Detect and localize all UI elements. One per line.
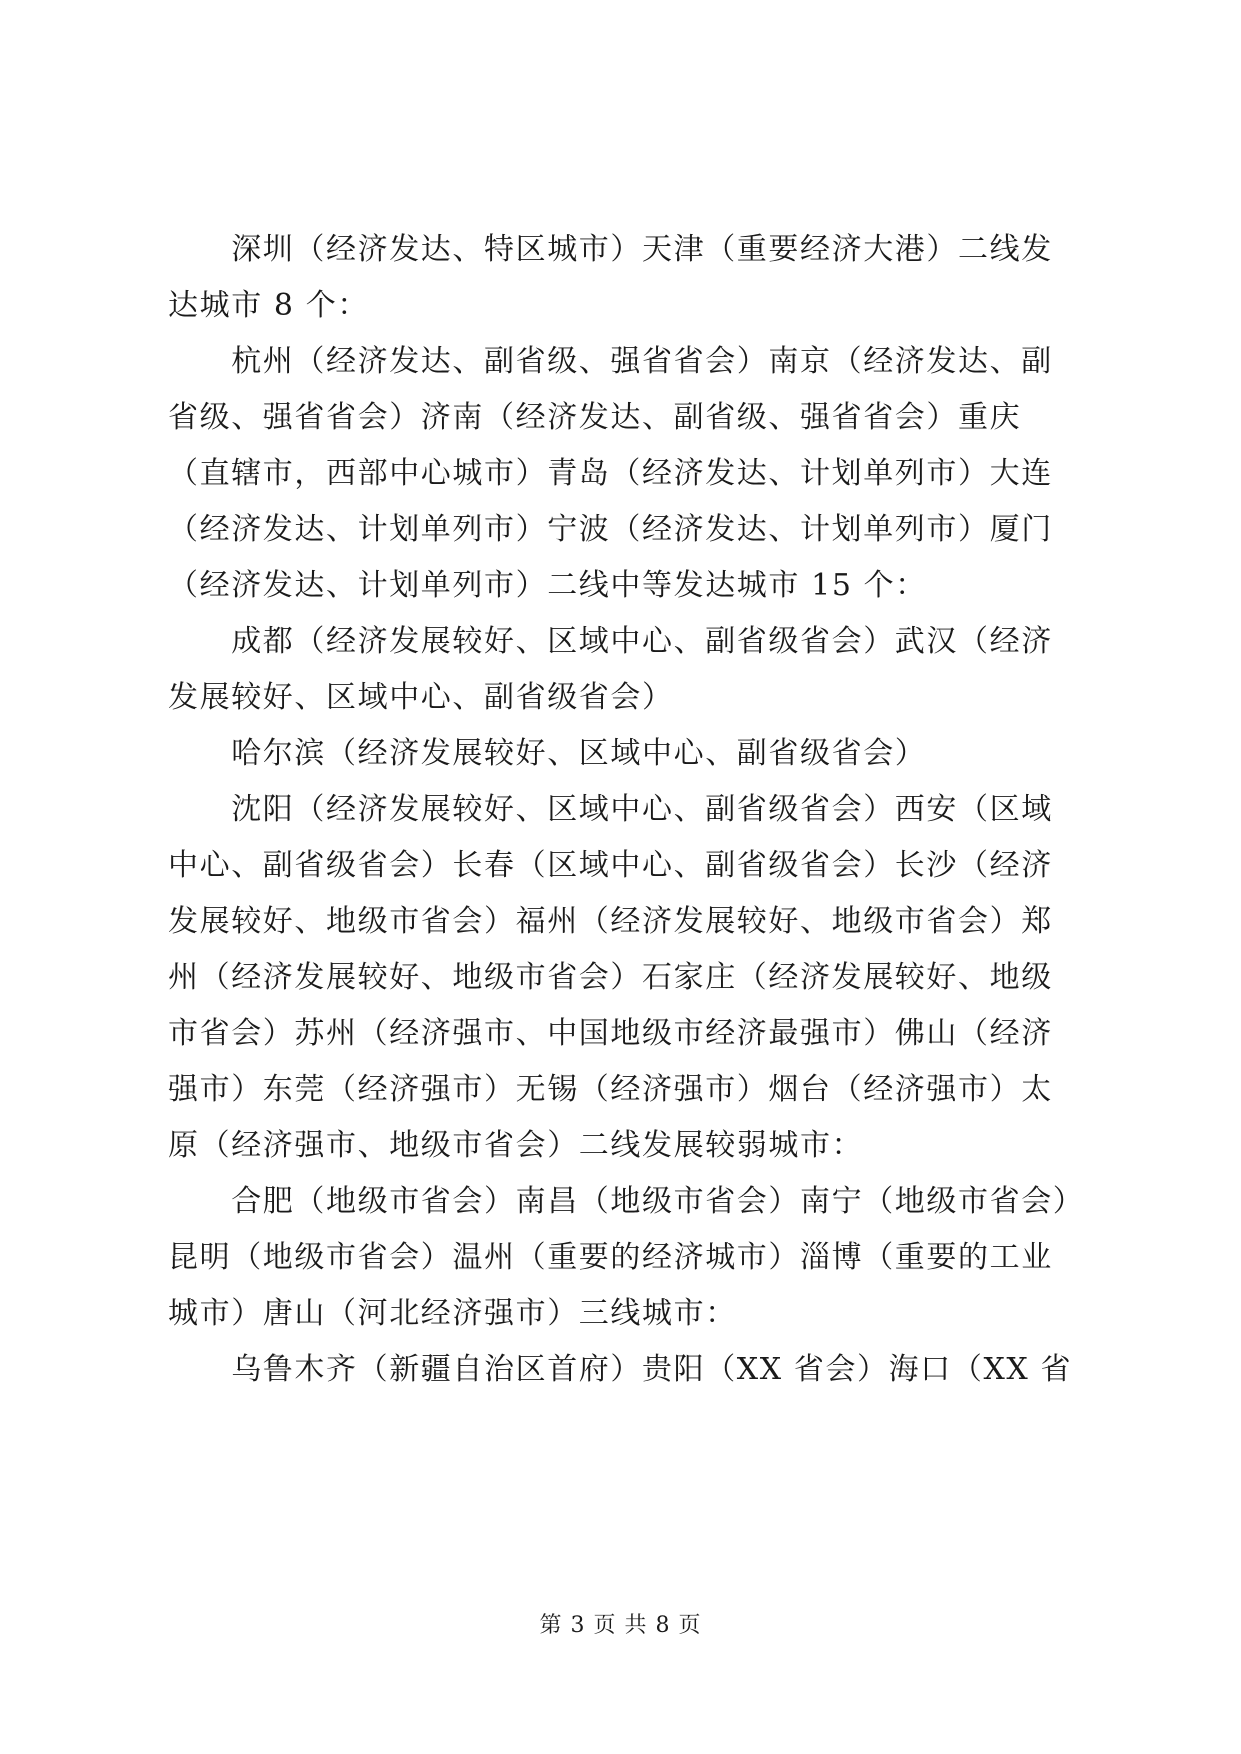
text-line: （经济发达、计划单列市）宁波（经济发达、计划单列市）厦门	[168, 512, 1053, 547]
text-line: 中心、副省级省会）长春（区域中心、副省级省会）长沙（经济	[168, 848, 1053, 883]
text-line: 发展较好、地级市省会）福州（经济发展较好、地级市省会）郑	[168, 904, 1053, 939]
text-line: 沈阳（经济发展较好、区域中心、副省级省会）西安（区域	[168, 792, 1053, 827]
text-line: 合肥（地级市省会）南昌（地级市省会）南宁（地级市省会）	[168, 1184, 1085, 1219]
text-line: 深圳（经济发达、特区城市）天津（重要经济大港）二线发	[168, 232, 1053, 267]
text-line: 杭州（经济发达、副省级、强省省会）南京（经济发达、副	[168, 344, 1053, 379]
text-line: 原（经济强市、地级市省会）二线发展较弱城市：	[168, 1128, 864, 1163]
text-line: 省级、强省省会）济南（经济发达、副省级、强省省会）重庆	[168, 400, 1022, 435]
text-line: 强市）东莞（经济强市）无锡（经济强市）烟台（经济强市）太	[168, 1072, 1053, 1107]
text-line: 昆明（地级市省会）温州（重要的经济城市）淄博（重要的工业	[168, 1240, 1053, 1275]
text-line: （直辖市，西部中心城市）青岛（经济发达、计划单列市）大连	[168, 456, 1053, 491]
text-line: 乌鲁木齐（新疆自治区首府）贵阳（XX 省会）海口（XX 省	[168, 1352, 1073, 1387]
text-line: 达城市 8 个：	[168, 288, 369, 323]
text-line: 市省会）苏州（经济强市、中国地级市经济最强市）佛山（经济	[168, 1016, 1053, 1051]
text-line: 成都（经济发展较好、区域中心、副省级省会）武汉（经济	[168, 624, 1053, 659]
text-line: 哈尔滨（经济发展较好、区域中心、副省级省会）	[168, 736, 927, 771]
text-line: 发展较好、区域中心、副省级省会）	[168, 680, 674, 715]
page-footer: 第 3 页 共 8 页	[539, 1613, 702, 1638]
text-line: 城市）唐山（河北经济强市）三线城市：	[168, 1296, 737, 1331]
text-line: 州（经济发展较好、地级市省会）石家庄（经济发展较好、地级	[168, 960, 1053, 995]
text-line: （经济发达、计划单列市）二线中等发达城市 15 个：	[168, 568, 927, 603]
